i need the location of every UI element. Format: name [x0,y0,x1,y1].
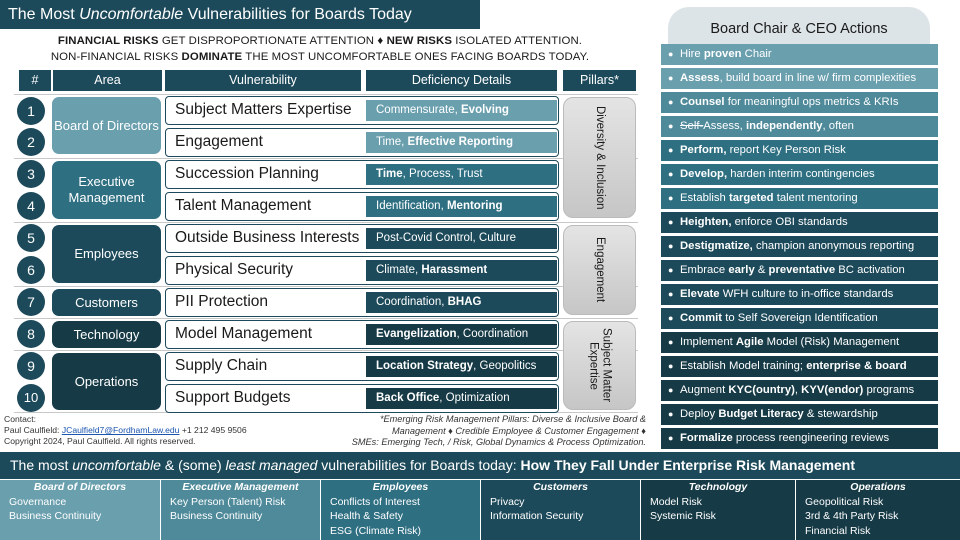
row-number-badge: 8 [17,320,45,348]
bullet-icon: ● [668,145,674,155]
erm-category-item: Systemic Risk [650,510,716,523]
vulnerability-item: Supply Chain [165,352,559,381]
bullet-icon: ● [668,385,674,395]
summary-text: How They Fall Under Enterprise Risk Management [520,457,856,473]
action-item [661,236,938,257]
erm-category [481,480,640,540]
bullet-icon: ● [668,265,674,275]
erm-category-header: Technology [688,481,748,493]
contact-name: Paul Caulfield: [4,425,62,436]
erm-category [641,480,795,540]
deficiency-bar [366,260,557,281]
erm-category-item: Business Continuity [170,510,263,523]
vulnerability-item: Talent Management [165,192,559,221]
action-text: Hire [680,48,704,60]
action-item [661,404,938,425]
action-text: , build board in line w/ firm complexities [719,72,917,84]
bullet-icon: ● [668,193,674,203]
area-technology: Technology [52,321,161,348]
action-item [661,44,938,65]
subtitle-text: FINANCIAL RISKS [57,35,159,47]
action-text: process reengineering reviews [732,432,890,444]
deficiency-text: BHAG [447,296,482,308]
action-text: Self- [680,120,704,132]
row-divider [14,286,638,287]
action-item [661,284,938,305]
deficiency-text: Back Office [376,392,440,404]
bullet-icon: ● [668,241,674,251]
row-number-badge: 2 [17,128,45,156]
subtitle-text: DOMINATE [181,51,243,63]
vulnerability-item: Succession Planning [165,160,559,189]
deficiency-text: , Process, Trust [402,168,483,180]
subtitle [10,33,630,65]
action-text: KYV(endor) [801,384,864,396]
deficiency-bar [366,164,557,185]
title-emphasis: Uncomfortable [79,6,184,23]
erm-category-header: Employees [372,481,429,493]
deficiency-bar [366,356,557,377]
row-number-badge: 9 [17,352,45,380]
summary-text: vulnerabilities for Boards today: [317,457,521,473]
header-number: # [19,70,51,91]
action-text: , [794,384,802,396]
copyright: Copyright 2024, Paul Caulfield. All rights reserved. [4,436,196,447]
action-text: preventative [768,264,836,276]
actions-title: Board Chair & CEO Actions [668,7,930,49]
area-operations: Operations [52,353,161,410]
erm-category-item: Geopolitical Risk [805,495,884,508]
erm-category-header: Executive Management [182,481,299,493]
pillar-label: Diversity & Inclusion [594,105,606,210]
erm-category-item: 3rd & 4th Party Risk [805,510,899,523]
action-text: Perform, [680,144,727,156]
deficiency-bar [366,132,557,153]
deficiency-bar [366,292,557,313]
action-item [661,116,938,137]
deficiency-text: , Coordination [456,328,529,340]
action-text: targeted [728,192,774,204]
row-number-badge: 4 [17,192,45,220]
deficiency-bar [366,388,557,409]
erm-category-header: Customers [533,481,588,493]
erm-category [0,480,160,540]
erm-category-item: ESG (Climate Risk) [330,524,422,537]
action-text: Elevate [680,288,720,300]
row-divider [14,318,638,319]
summary-text: & (some) [160,457,226,473]
action-text: proven [703,48,742,60]
action-text: Assess [680,72,720,84]
action-item [661,188,938,209]
action-item [661,308,938,329]
action-text: & stewardship [803,408,878,420]
bullet-icon: ● [668,313,674,323]
action-text: enforce OBI standards [731,216,848,228]
action-item [661,428,938,449]
contact-label: Contact: [4,414,37,424]
title-part: The Most [8,6,80,23]
header-pillars: Pillars* [563,70,636,91]
subtitle-text: GET DISPROPORTIONATE ATTENTION ♦ [158,35,387,47]
erm-category [796,480,960,540]
erm-category [321,480,480,540]
action-text: Embrace [680,264,729,276]
erm-category [161,480,320,540]
action-text: to Self Sovereign Identification [722,312,878,324]
subtitle-text: NON-FINANCIAL RISKS [50,51,182,63]
bullet-icon: ● [668,97,674,107]
action-text: programs [863,384,915,396]
action-text: Develop, [680,168,728,180]
pillar-subject-matter-expertise [563,321,636,410]
pillar-label: Subject Matter Expertise [587,328,613,403]
row-number-badge: 5 [17,224,45,252]
subtitle-text: THE MOST UNCOMFORTABLE ONES FACING BOARDS TODAY. [242,51,590,63]
action-text: Formalize [680,432,733,444]
bullet-icon: ● [668,121,674,131]
action-item [661,92,938,113]
action-text: Model (Risk) Management [763,336,900,348]
area-board: Board of Directors [52,97,161,154]
row-divider [14,94,638,95]
title-part: Vulnerabilities for Boards Today [183,6,412,23]
action-text: champion anonymous reporting [752,240,915,252]
action-text: Establish [680,192,729,204]
action-text: Deploy [680,408,719,420]
footnote-line: Management ♦ Credible Employee & Customer Engagement ♦ [392,425,646,436]
action-text: & [754,264,769,276]
action-item [661,260,938,281]
contact-info [4,414,334,448]
deficiency-text: Time [376,168,403,180]
deficiency-text: Coordination, [376,296,448,308]
action-item [661,68,938,89]
bullet-icon: ● [668,217,674,227]
area-executive: Executive Management [52,161,161,219]
action-text: Commit [680,312,723,324]
action-text: WFH culture to in-office standards [719,288,894,300]
page-title [0,0,480,29]
erm-category-item: Key Person (Talent) Risk [170,495,286,508]
row-number-badge: 3 [17,160,45,188]
row-divider [14,158,638,159]
summary-text: The most [10,457,73,473]
bullet-icon: ● [668,49,674,59]
bullet-icon: ● [668,337,674,347]
vulnerability-item: Subject Matters Expertise [165,96,559,125]
deficiency-text: Identification, [376,200,447,212]
action-text: enterprise & board [806,360,907,372]
action-text: Destigmatize, [680,240,753,252]
header-area: Area [53,70,162,91]
bullet-icon: ● [668,289,674,299]
action-text: Augment [680,384,729,396]
row-number-badge: 6 [17,256,45,284]
action-text: BC activation [835,264,905,276]
area-customers: Customers [52,289,161,316]
deficiency-text: Harassment [421,264,488,276]
deficiency-bar [366,100,557,121]
subtitle-text: NEW RISKS [386,35,453,47]
action-text: for meaningful ops metrics & KRIs [724,96,899,108]
action-text: independently [745,120,823,132]
deficiency-bar [366,324,557,345]
vulnerability-item: Support Budgets [165,384,559,413]
deficiency-text: Effective Reporting [407,136,513,148]
action-text: , often [822,120,854,132]
deficiency-text: Mentoring [446,200,503,212]
deficiency-text: , Optimization [439,392,510,404]
summary-text: least managed [225,457,318,473]
erm-category-item: Conflicts of Interest [330,495,420,508]
header-deficiency: Deficiency Details [366,70,557,91]
header-vulnerability: Vulnerability [165,70,361,91]
pillar-diversity-inclusion [563,97,636,218]
row-divider [14,222,638,223]
erm-category-item: Privacy [490,495,525,508]
action-item [661,380,938,401]
deficiency-text: Post-Covid Control, Culture [376,232,516,244]
erm-category-item: Governance [9,495,67,508]
erm-category-item: Business Continuity [9,510,102,523]
footnote-line: SMEs: Emerging Tech, / Risk, Global Dynamics & Process Optimization. [351,437,646,448]
action-text: Chair [741,48,772,60]
action-item [661,212,938,233]
deficiency-text: Climate, [376,264,422,276]
row-number-badge: 1 [17,97,45,125]
vulnerability-item: Model Management [165,320,559,349]
action-item [661,164,938,185]
pillars-footnote [300,414,646,449]
bullet-icon: ● [668,73,674,83]
action-item [661,356,938,377]
row-number-badge: 10 [17,384,45,412]
bullet-icon: ● [668,433,674,443]
deficiency-text: , Geopolitics [473,360,537,372]
erm-category-header: Board of Directors [33,481,127,493]
action-text: Agile [735,336,764,348]
deficiency-bar [366,228,557,249]
action-text: report Key Person Risk [726,144,846,156]
action-text: Assess, [703,120,746,132]
erm-category-header: Operations [850,481,906,493]
deficiency-bar [366,196,557,217]
deficiency-text: Commensurate, [376,104,462,116]
action-item [661,332,938,353]
erm-category-item: Information Security [490,510,584,523]
area-employees: Employees [52,225,161,283]
action-text: Implement [680,336,736,348]
action-item [661,140,938,161]
erm-category-item: Model Risk [650,495,702,508]
action-text: Establish Model training; [680,360,807,372]
footnote-line: *Emerging Risk Management Pillars: Diverse & Inclusive Board & [379,414,646,424]
deficiency-text: Evangelization [376,328,457,340]
deficiency-text: Evolving [461,104,509,116]
row-divider [14,350,638,351]
action-text: talent mentoring [773,192,858,204]
summary-text: uncomfortable [72,457,161,473]
deficiency-text: Location Strategy [376,360,474,372]
vulnerability-item: Physical Security [165,256,559,285]
action-text: Counsel [680,96,725,108]
row-number-badge: 7 [17,288,45,316]
email-link[interactable]: JCaulfield7@FordhamLaw.edu [61,425,180,436]
erm-summary-bar [0,452,960,479]
bullet-icon: ● [668,409,674,419]
pillar-engagement [563,225,636,315]
contact-phone: +1 212 495 9506 [179,425,247,436]
action-text: early [728,264,755,276]
action-text: KYC(ountry) [728,384,795,396]
erm-category-item: Health & Safety [330,510,403,523]
erm-category-item: Financial Risk [805,524,871,537]
vulnerability-item: PII Protection [165,288,559,317]
deficiency-text: Time, [376,136,408,148]
vulnerability-item: Engagement [165,128,559,157]
pillar-label: Engagement [594,237,606,303]
subtitle-text: ISOLATED ATTENTION. [452,35,583,47]
action-text: Budget Literacy [718,408,804,420]
bullet-icon: ● [668,361,674,371]
bullet-icon: ● [668,169,674,179]
action-text: harden interim contingencies [727,168,875,180]
vulnerability-item: Outside Business Interests [165,224,559,253]
action-text: Heighten, [680,216,732,228]
